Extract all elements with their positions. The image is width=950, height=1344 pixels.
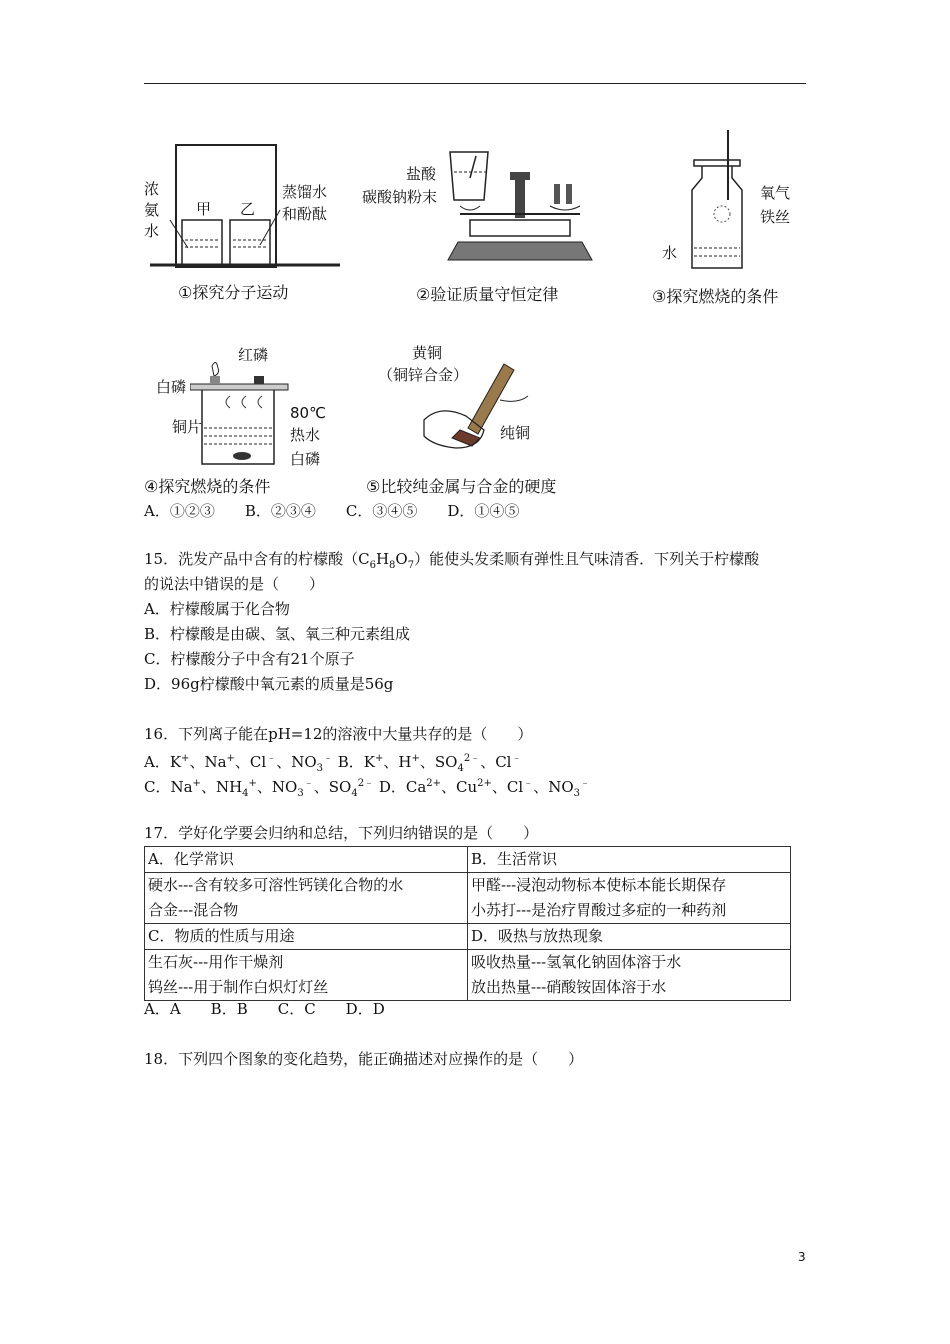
figure-2-diagram [440,148,600,266]
fig1-label: 蒸馏水 [282,183,328,201]
fig1-label: 氨 [144,201,160,219]
table-cell: 硬水---含有较多可溶性钙镁化合物的水 合金---混合物 [145,873,468,924]
fig4-label: 白磷 [290,450,321,468]
table-row [145,950,791,1001]
q18-stem: 18．下列四个图象的变化趋势，能正确描述对应操作的是（ ） [144,1050,584,1068]
figure-3-diagram [688,130,748,270]
q16-stem: 16．下列离子能在pH=12的溶液中大量共存的是（ ） [144,725,533,743]
figure-1-caption: ①探究分子运动 [178,283,289,302]
fig4-label: 80℃ [290,404,326,422]
fig4-label: 铜片 [172,418,203,436]
figure-3-caption: ③探究燃烧的条件 [652,287,779,306]
table-cell: D．吸热与放热现象 [468,924,791,950]
fig5-label: 纯铜 [500,424,531,442]
fig4-label: 热水 [290,426,321,444]
q17-stem: 17．学好化学要会归纳和总结，下列归纳错误的是（ ） [144,824,539,842]
figure-5-caption: ⑤比较纯金属与合金的硬度 [366,477,557,496]
q15-stem: 15．洗发产品中含有的柠檬酸$(C_6H_8O_7)$能使头发柔顺有弹性且气味清香．下列关于柠檬酸 [144,550,760,571]
table-row [145,873,791,924]
figure-2-caption: ②验证质量守恒定律 [416,285,559,304]
fig5-label: （铜锌合金） [378,366,469,384]
header-rule [144,83,806,84]
fig1-label: 浓 [144,180,160,198]
page-number: 3 [798,1250,806,1264]
q16-options-ab: A．K+、Na+、Cl﹣、$NO_3^﹣$ B．K+、H+、$SO_4^{2﹣}$、Cl﹣ [144,753,522,774]
fig1-label: 水 [144,222,160,240]
q17-table [144,846,791,1001]
table-cell: 吸收热量---氢氧化钠固体溶于水 放出热量---硝酸铵固体溶于水 [468,950,791,1001]
q17-options: A．A B．B C．C D．D [144,1000,385,1018]
q14-options: A．①②③ B．②③④ C．③④⑤ D．①④⑤ [144,502,520,520]
fig5-label: 黄铜 [412,344,443,362]
fig4-label: 红磷 [238,346,269,364]
table-cell: 生石灰---用作干燥剂 钨丝---用于制作白炽灯灯丝 [145,950,468,1001]
q15-option: C．柠檬酸分子中含有21个原子 [144,650,355,668]
table-cell: C．物质的性质与用途 [145,924,468,950]
fig2-label: 碳酸钠粉末 [362,188,438,206]
fig2-label: 盐酸 [406,165,437,183]
fig1-label: 和酚酞 [282,205,328,223]
q15-option: D．96g柠檬酸中氧元素的质量是56g [144,675,394,693]
q15-stem-post: ）能使头发柔顺有弹性且气味清香．下列关于柠檬酸 [414,550,760,568]
q15-option: A．柠檬酸属于化合物 [144,600,290,618]
fig1-label: 乙 [240,200,256,218]
q15-stem-pre: 15．洗发产品中含有的柠檬酸（C [144,550,370,568]
table-cell: B．生活常识 [468,847,791,873]
fig1-label: 甲 [196,200,212,218]
fig4-label: 白磷 [156,378,187,396]
fig3-label: 水 [662,244,678,262]
table-row [145,847,791,873]
q16-options-cd: C．Na+、$NH_4^+$、$NO_3^﹣$、$SO_4^{2﹣}$ D．$Ca^{2+}$、$Cu^{2+}$、Cl﹣、$NO_3^﹣$ [144,778,591,799]
q15-option: B．柠檬酸是由碳、氢、氧三种元素组成 [144,625,411,643]
fig3-label: 氧气 [760,184,791,202]
q15-stem-line2: 的说法中错误的是（ ） [144,575,325,593]
figure-4-caption: ④探究燃烧的条件 [144,477,271,496]
fig3-label: 铁丝 [760,208,791,226]
table-row [145,924,791,950]
table-cell: 甲醛---浸泡动物标本使标本能长期保存 小苏打---是治疗胃酸过多症的一种药剂 [468,873,791,924]
figure-4-diagram [190,360,290,468]
table-cell: A．化学常识 [145,847,468,873]
